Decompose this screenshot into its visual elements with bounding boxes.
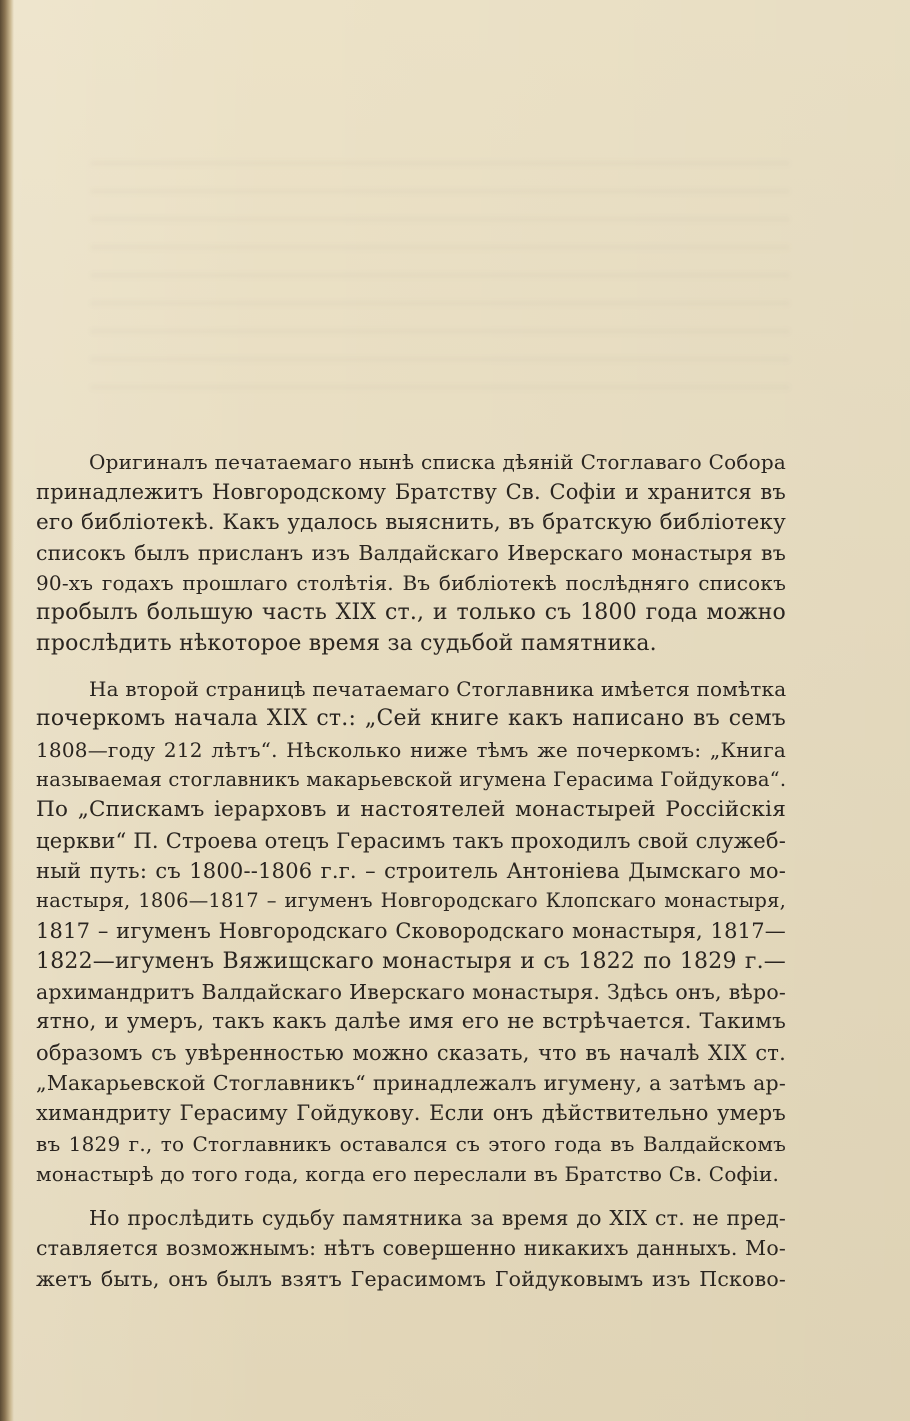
text-line: образомъ съ увѣренностью можно сказать, что въ началѣ XIX ст. xyxy=(36,1040,786,1065)
text-line: 90-хъ годахъ прошлаго столѣтія. Въ библіотекѣ послѣдняго списокъ xyxy=(36,571,786,596)
text-line: настыря, 1806—1817 – игуменъ Новгородскаго Клопскаго монастыря, xyxy=(36,889,786,913)
paragraph-gap xyxy=(36,659,786,674)
text-line: жетъ быть, онъ былъ взятъ Герасимомъ Гойдуковымъ изъ Псково- xyxy=(36,1266,786,1291)
text-line: ный путь: съ 1800--1806 г.г. – строитель Антоніева Дымскаго мо- xyxy=(36,858,786,883)
text-line: списокъ былъ присланъ изъ Валдайскаго Иверскаго монастыря въ xyxy=(36,540,786,565)
text-line: Но прослѣдить судьбу памятника за время до XIX ст. не пред- xyxy=(89,1206,786,1231)
text-line: принадлежитъ Новгородскому Братству Св. Софіи и хранится въ xyxy=(36,480,786,505)
text-line: церкви“ П. Строева отецъ Герасимъ такъ проходилъ свой служеб- xyxy=(36,828,786,853)
text-line: 1817 – игуменъ Новгородскаго Сковородскаго монастыря, 1817— xyxy=(36,919,786,944)
text-line: 1822—игуменъ Вяжищскаго монастыря и съ 1822 по 1829 г.— xyxy=(36,948,786,974)
show-through-text-shadow xyxy=(90,140,790,410)
text-line: его библіотекѣ. Какъ удалось выяснить, въ братскую библіотеку xyxy=(36,509,786,535)
text-line: въ 1829 г., то Стоглавникъ оставался съ этого года въ Валдайскомъ xyxy=(36,1131,786,1156)
paragraph-gap xyxy=(36,1189,786,1203)
text-line: почеркомъ начала XIX ст.: „Сей книге какъ написано въ семъ xyxy=(36,706,786,732)
paragraph-3 xyxy=(36,1203,786,1294)
text-line: По „Спискамъ іерарховъ и настоятелей монастырей Россійскія xyxy=(36,797,786,823)
body-text xyxy=(36,447,786,1294)
text-line: На второй страницѣ печатаемаго Стоглавника имѣется помѣтка xyxy=(89,677,787,702)
text-line: ятно, и умеръ, такъ какъ далѣе имя его не встрѣчается. Такимъ xyxy=(36,1009,786,1035)
paragraph-1 xyxy=(36,447,786,659)
text-line: называемая стоглавникъ макарьевской игумена Герасима Гойдукова“. xyxy=(36,767,787,791)
text-line: химандриту Герасиму Гойдукову. Если онъ дѣйствительно умеръ xyxy=(36,1101,786,1126)
text-line: „Макарьевской Стоглавникъ“ принадлежалъ игумену, а затѣмъ ар- xyxy=(36,1070,786,1095)
text-line: прослѣдить нѣкоторое время за судьбой памятника. xyxy=(36,630,657,656)
text-line: пробылъ большую часть XIX ст., и только съ 1800 года можно xyxy=(36,600,786,626)
page-binding-edge xyxy=(0,0,14,1421)
text-line: Оригиналъ печатаемаго нынѣ списка дѣяній Стоглаваго Собора xyxy=(89,450,786,474)
paragraph-2 xyxy=(36,674,786,1189)
text-line: 1808—году 212 лѣтъ“. Нѣсколько ниже тѣмъ же почеркомъ: „Книга xyxy=(36,737,786,762)
text-line: монастырѣ до того года, когда его переслали въ Братство Св. Софіи. xyxy=(36,1161,780,1186)
text-line: архимандритъ Валдайскаго Иверскаго монастыря. Здѣсь онъ, вѣро- xyxy=(36,980,786,1005)
text-line: ставляется возможнымъ: нѣтъ совершенно никакихъ данныхъ. Мо- xyxy=(36,1236,786,1261)
